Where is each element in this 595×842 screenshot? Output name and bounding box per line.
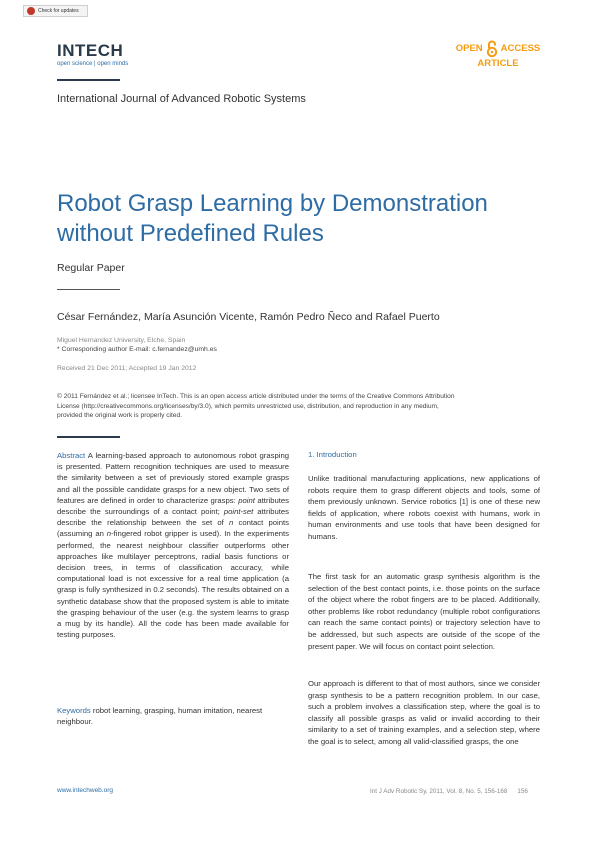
received-dates: Received 21 Dec 2011; Accepted 19 Jan 2012 [57,365,197,372]
affiliation-block [57,336,217,354]
abstract-label: Abstract [57,451,86,460]
title-line-2: without Predefined Rules [57,220,324,247]
abstract-text-3: attributes describe the relationship between the set of [57,507,290,528]
license-statement: © 2011 Fernández et al.; licensee InTech. This is an open access article distributed under the terms of the Creative Commons Attribution License (http://creativecommons.org/licenses/by/3.0), which permits unrestricted use, distribution, and reproduction in any medium, provided the original work is properly cited. [57,393,455,419]
author-list: César Fernández, María Asunción Vicente, Ramón Pedro Ñeco and Rafael Puerto [57,311,440,323]
abstract-text-4: contact points (assuming an [57,518,289,539]
abstract-term-point: point [238,495,255,505]
abstract-text-5: -fingered robot gripper is used). In the experiments performed, the nearest neighbour classifier outperforms other approaches like multilayer perceptrons, radial basis functions or decision trees, in terms of classification accuracy, while computational load is not excessive for a real time application (a grasp is fully synthesized in 0.2 seconds). The results obtained on a synthetic database show that the proposed system is able to imitate the grasping behaviour of the user (e.g. the system learns to grasp a mug by its handle). All the code has been made available for testing purposes. [57,529,289,640]
intro-paragraph-2: The first task for an automatic grasp synthesis algorithm is the selection of the best contact points, i.e. those points on the surface of the object where the robot fingers are to be placed. Additionally, other problems like robot redundancy (multiple robot configurations can reach the same contact points) or trajectory selection have to be addressed, but such aspects are outside of the scope of the present paper. We will focus on contact point selection. [308,572,540,651]
logo-divider [57,79,120,81]
abstract-term-point-set: point-set [223,507,254,517]
title-line-1: Robot Grasp Learning by Demonstration [57,190,488,217]
page-number: 156 [517,788,528,795]
check-for-updates-badge[interactable] [23,5,88,17]
keywords [57,705,289,727]
journal-name: International Journal of Advanced Robotic Systems [57,93,306,105]
intro-paragraph-3: Our approach is different to that of most authors, since we consider grasp synthesis to be a pattern recognition problem. In our case, such a problem involves a classification step, where the goal is to classify all possible grasps as valid or invalid according to their similarity to a set of training examples, and a selection step, where the goal is to select, among all valid-classified grasps, the one [308,679,540,746]
affiliation: Miguel Hernandez University, Elche, Spain [57,337,186,344]
abstract-text-1: A learning-based approach to autonomous robot grasping is presented. Pattern recognition techniques are used to measure the similarity between a set of previously stored example grasps and all the possible candidate grasps for a new object. Two sets of features are defined in order to characterize grasps: [57,451,289,505]
open-access-word1: OPEN [455,43,483,54]
corresponding-author: * Corresponding author E-mail: c.fernandez@umh.es [57,346,217,353]
abstract [57,450,289,640]
intro-paragraph-1: Unlike traditional manufacturing applications, new applications of robots require them to grasp different objects and tools, some of them previously unknown. Service robotics [1] is one of these new fields of application, where robots coexist with humans, work in human environments and use tools that have been designed for humans. [308,474,540,541]
abstract-divider [57,436,120,438]
abstract-var-n: n [106,529,112,539]
open-access-badge [448,40,548,69]
article-label: ARTICLE [477,58,519,69]
paper-type: Regular Paper [57,262,125,274]
section-heading-introduction: 1. Introduction [308,450,357,459]
keywords-text: robot learning, grasping, human imitation, nearest neighbour. [57,706,263,727]
footer-citation [370,788,528,795]
paper-type-divider [57,289,120,290]
publisher-name: INTECH [57,41,124,60]
crossmark-icon [27,7,35,15]
open-lock-icon [486,40,498,57]
footer-citation-text: Int J Adv Robotic Sy, 2011, Vol. 8, No. 5, 156-168 [370,788,508,795]
open-access-word2: ACCESS [500,43,541,54]
abstract-var-n: n [228,518,234,528]
footer-website-link[interactable]: www.intechweb.org [57,787,113,794]
publisher-tagline: open science | open minds [57,61,129,67]
paper-title [57,189,537,249]
abstract-text-2: attributes describe the surroundings of a contact point; [57,495,290,517]
publisher-logo [57,42,128,67]
keywords-label: Keywords [57,706,91,715]
crossmark-label: Check for updates [38,8,79,14]
